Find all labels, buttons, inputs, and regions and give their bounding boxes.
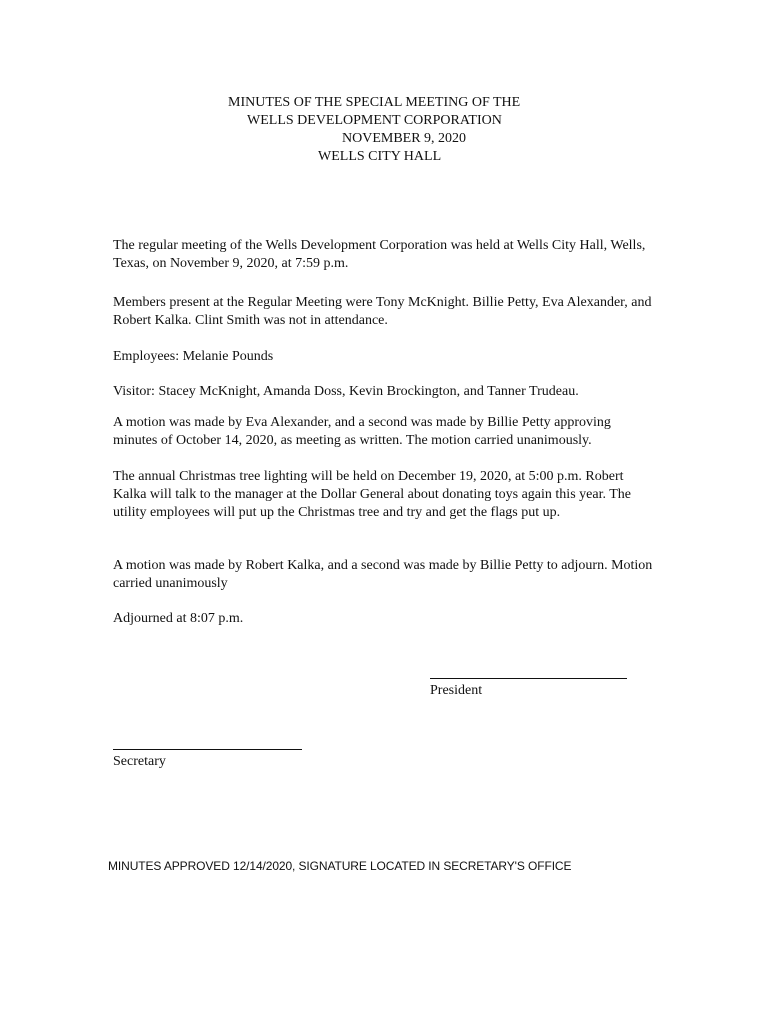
header-title-line2: WELLS DEVELOPMENT CORPORATION — [247, 113, 502, 128]
employees-paragraph: Employees: Melanie Pounds — [113, 349, 274, 364]
secretary-signature-line — [113, 749, 302, 750]
header-location: WELLS CITY HALL — [318, 149, 442, 164]
header-title-line1: MINUTES OF THE SPECIAL MEETING OF THE — [228, 95, 521, 110]
adjourned-paragraph: Adjourned at 8:07 p.m. — [113, 611, 244, 626]
members-paragraph: Members present at the Regular Meeting were Tony McKnight. Billie Petty, Eva Alexander, and Robert Kalka. Clint Smith was not in attendance. — [113, 295, 652, 328]
president-signature-line — [430, 678, 627, 679]
secretary-label: Secretary — [113, 754, 166, 769]
approval-note: MINUTES APPROVED 12/14/2020, SIGNATURE LOCATED IN SECRETARY'S OFFICE — [108, 859, 572, 873]
header-date: NOVEMBER 9, 2020 — [342, 131, 467, 146]
christmas-paragraph: The annual Christmas tree lighting will be held on December 19, 2020, at 5:00 p.m. Robert Kalka will talk to the manager at the Dollar General about donating toys again this year. The utility employees will put up the Christmas tree and try and get the flags put up. — [113, 469, 631, 520]
opening-paragraph: The regular meeting of the Wells Development Corporation was held at Wells City Hall, Wells, Texas, on November 9, 2020, at 7:59 p.m. — [113, 238, 646, 271]
motion-adjourn-paragraph: A motion was made by Robert Kalka, and a second was made by Billie Petty to adjourn. Motion carried unanimously — [113, 558, 653, 591]
president-label: President — [430, 683, 483, 698]
visitors-paragraph: Visitor: Stacey McKnight, Amanda Doss, Kevin Brockington, and Tanner Trudeau. — [113, 384, 579, 399]
motion-minutes-paragraph: A motion was made by Eva Alexander, and a second was made by Billie Petty approving minutes of October 14, 2020, as meeting as written. The motion carried unanimously. — [113, 415, 611, 448]
